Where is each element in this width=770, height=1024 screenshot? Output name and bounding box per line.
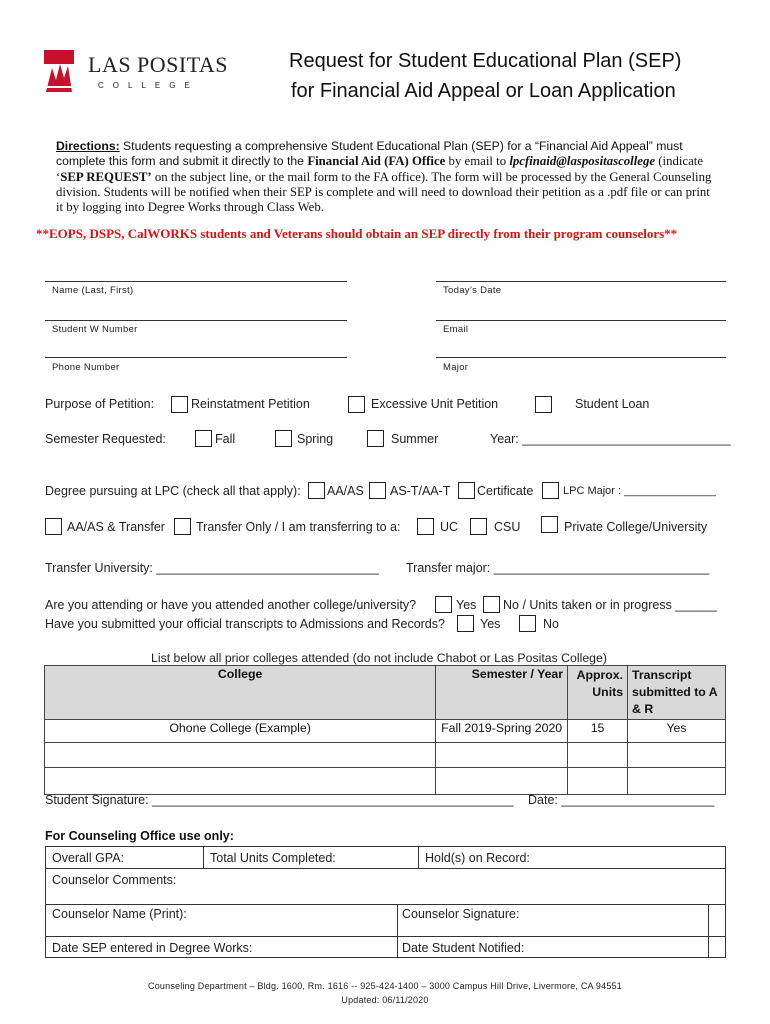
counselor-signature-field[interactable]: Counselor Signature: — [402, 907, 520, 921]
email-field[interactable] — [436, 320, 726, 321]
student-loan-label: Student Loan — [575, 397, 650, 411]
student-w-number-label: Student W Number — [52, 324, 138, 335]
page-title-line1: Request for Student Educational Plan (SEP) — [289, 50, 682, 72]
directions-text-1: Students requesting a comprehensive Student Educational Plan (SEP) for a “Financial Aid Appeal” must complete this form and submit it directly to the — [56, 139, 683, 169]
lpc-major-checkbox[interactable] — [542, 482, 559, 499]
transcripts-no-checkbox[interactable] — [519, 615, 536, 632]
table-row — [45, 720, 726, 743]
transcripts-yes-checkbox[interactable] — [457, 615, 474, 632]
aa-as-checkbox[interactable] — [308, 482, 325, 499]
private-college-label: Private College/University — [564, 520, 708, 534]
directions-paragraph — [56, 139, 720, 215]
col-header-semester: Semester / Year — [436, 666, 568, 720]
page-title-line2: for Financial Aid Appeal or Loan Application — [291, 80, 676, 102]
aa-transfer-checkbox[interactable] — [45, 518, 62, 535]
prior-colleges-caption: List below all prior colleges attended (do not include Chabot or Las Positas College) — [151, 651, 607, 665]
logo-college: COLLEGE — [98, 81, 199, 90]
certificate-label: Certificate — [477, 484, 534, 498]
logo-name: LAS POSITAS — [88, 52, 229, 77]
major-field[interactable] — [436, 357, 726, 358]
email-label: Email — [443, 324, 469, 335]
phone-field[interactable] — [45, 357, 347, 358]
fall-label: Fall — [215, 432, 236, 446]
private-college-checkbox[interactable] — [541, 516, 558, 533]
year-field[interactable]: Year: ______________________________ — [490, 432, 731, 446]
summer-checkbox[interactable] — [367, 430, 384, 447]
college-logo-icon — [44, 50, 74, 92]
attending-no-checkbox[interactable] — [483, 596, 500, 613]
fa-office-text: Financial Aid (FA) Office — [307, 154, 446, 169]
reinstatement-label: Reinstatment Petition — [191, 397, 310, 411]
student-loan-checkbox[interactable] — [535, 396, 552, 413]
attending-no-units[interactable]: No / Units taken or in progress ______ — [503, 598, 718, 612]
col-header-units: Approx. Units — [568, 666, 628, 720]
counselor-name-field[interactable]: Counselor Name (Print): — [52, 907, 187, 921]
table-cell[interactable] — [45, 743, 436, 768]
directions-text-4: on the subject line, or the mail form to the FA office). The form will be processed by the General Counseling division. Students will be notified when their SEP is complete and will need to download their petition as a .pdf file or can print it by logging into Degree Works through Class Web. — [56, 169, 712, 215]
sep-request-text: SEP REQUEST’ — [60, 169, 152, 184]
name-field[interactable] — [45, 281, 347, 282]
purpose-label: Purpose of Petition: — [45, 397, 155, 411]
divider — [708, 904, 709, 958]
csu-label: CSU — [494, 520, 521, 534]
directions-text-3: (indicate ‘ — [56, 154, 704, 184]
lpc-major-field[interactable]: LPC Major : _______________ — [563, 485, 716, 497]
counseling-office-label: For Counseling Office use only: — [45, 829, 234, 843]
ast-aat-checkbox[interactable] — [369, 482, 386, 499]
table-cell[interactable] — [436, 743, 568, 768]
major-label: Major — [443, 362, 469, 373]
fall-checkbox[interactable] — [195, 430, 212, 447]
divider — [418, 846, 419, 868]
name-label: Name (Last, First) — [52, 285, 134, 296]
table-cell[interactable] — [628, 743, 726, 768]
divider — [45, 904, 726, 905]
uc-checkbox[interactable] — [417, 518, 434, 535]
table-cell[interactable]: Ohone College (Example) — [45, 720, 436, 743]
table-cell[interactable] — [45, 768, 436, 795]
fa-email-text: lpcfinaid@laspositascollege — [509, 154, 656, 169]
gpa-field[interactable]: Overall GPA: — [52, 851, 125, 865]
today-date-label: Today’s Date — [443, 285, 502, 296]
directions-label: Directions: — [56, 139, 120, 153]
counselor-comments-field[interactable]: Counselor Comments: — [52, 873, 177, 887]
reinstatement-checkbox[interactable] — [171, 396, 188, 413]
program-counselor-note: **EOPS, DSPS, CalWORKS students and Veterans should obtain an SEP directly from their program counselors** — [36, 226, 678, 241]
col-header-transcript: Transcript submitted to A & R — [628, 666, 726, 720]
uc-label: UC — [440, 520, 459, 534]
transfer-only-label: Transfer Only / I am transferring to a: — [196, 520, 401, 534]
transfer-major-field[interactable]: Transfer major: _______________________________ — [406, 561, 710, 575]
spring-label: Spring — [297, 432, 334, 446]
signature-date-field[interactable]: Date: ______________________ — [528, 793, 715, 807]
table-cell[interactable] — [568, 743, 628, 768]
aa-transfer-label: AA/AS & Transfer — [67, 520, 165, 534]
attending-yes-checkbox[interactable] — [435, 596, 452, 613]
prior-colleges-table — [44, 665, 726, 795]
excessive-units-label: Excessive Unit Petition — [371, 397, 499, 411]
holds-field[interactable]: Hold(s) on Record: — [425, 851, 530, 865]
table-cell[interactable] — [436, 768, 568, 795]
excessive-units-checkbox[interactable] — [348, 396, 365, 413]
date-sep-entered-field[interactable]: Date SEP entered in Degree Works: — [52, 941, 253, 955]
table-header-row — [45, 666, 726, 720]
divider — [203, 846, 204, 868]
col-header-college: College — [45, 666, 436, 720]
ast-aat-label: AS-T/AA-T — [390, 484, 451, 498]
semester-label: Semester Requested: — [45, 432, 166, 446]
student-signature-field[interactable]: Student Signature: ____________________________________________________ — [45, 793, 514, 807]
transcripts-question: Have you submitted your official transcripts to Admissions and Records? — [45, 617, 445, 631]
csu-checkbox[interactable] — [470, 518, 487, 535]
summer-label: Summer — [391, 432, 439, 446]
student-w-number-field[interactable] — [45, 320, 347, 321]
spring-checkbox[interactable] — [275, 430, 292, 447]
transfer-only-checkbox[interactable] — [174, 518, 191, 535]
transfer-university-field[interactable]: Transfer University: ________________________________ — [45, 561, 379, 575]
attending-yes-label: Yes — [456, 598, 477, 612]
table-cell[interactable]: Fall 2019-Spring 2020 — [436, 720, 568, 743]
divider — [45, 868, 726, 869]
degree-label: Degree pursuing at LPC (check all that apply): — [45, 484, 301, 498]
transcripts-no-label: No — [543, 617, 559, 631]
table-cell[interactable] — [628, 768, 726, 795]
aa-as-label: AA/AS — [327, 484, 364, 498]
phone-label: Phone Number — [52, 362, 120, 373]
table-row — [45, 743, 726, 768]
total-units-field[interactable]: Total Units Completed: — [210, 851, 336, 865]
table-row — [45, 768, 726, 795]
date-notified-field[interactable]: Date Student Notified: — [402, 941, 525, 955]
attending-question: Are you attending or have you attended another college/university? — [45, 598, 417, 612]
table-cell[interactable] — [568, 768, 628, 795]
table-cell[interactable]: Yes — [628, 720, 726, 743]
footer-updated: Updated: 06/11/2020 — [341, 995, 429, 1005]
table-cell[interactable]: 15 — [568, 720, 628, 743]
certificate-checkbox[interactable] — [458, 482, 475, 499]
footer-address: Counseling Department – Bldg. 1600, Rm. 1616 -- 925-424-1400 – 3000 Campus Hill Drive, Livermore, CA 94551 — [148, 981, 622, 991]
today-date-field[interactable] — [436, 281, 726, 282]
divider — [397, 904, 398, 958]
directions-text-2: by email to — [445, 154, 510, 169]
divider — [45, 936, 726, 937]
transcripts-yes-label: Yes — [480, 617, 501, 631]
